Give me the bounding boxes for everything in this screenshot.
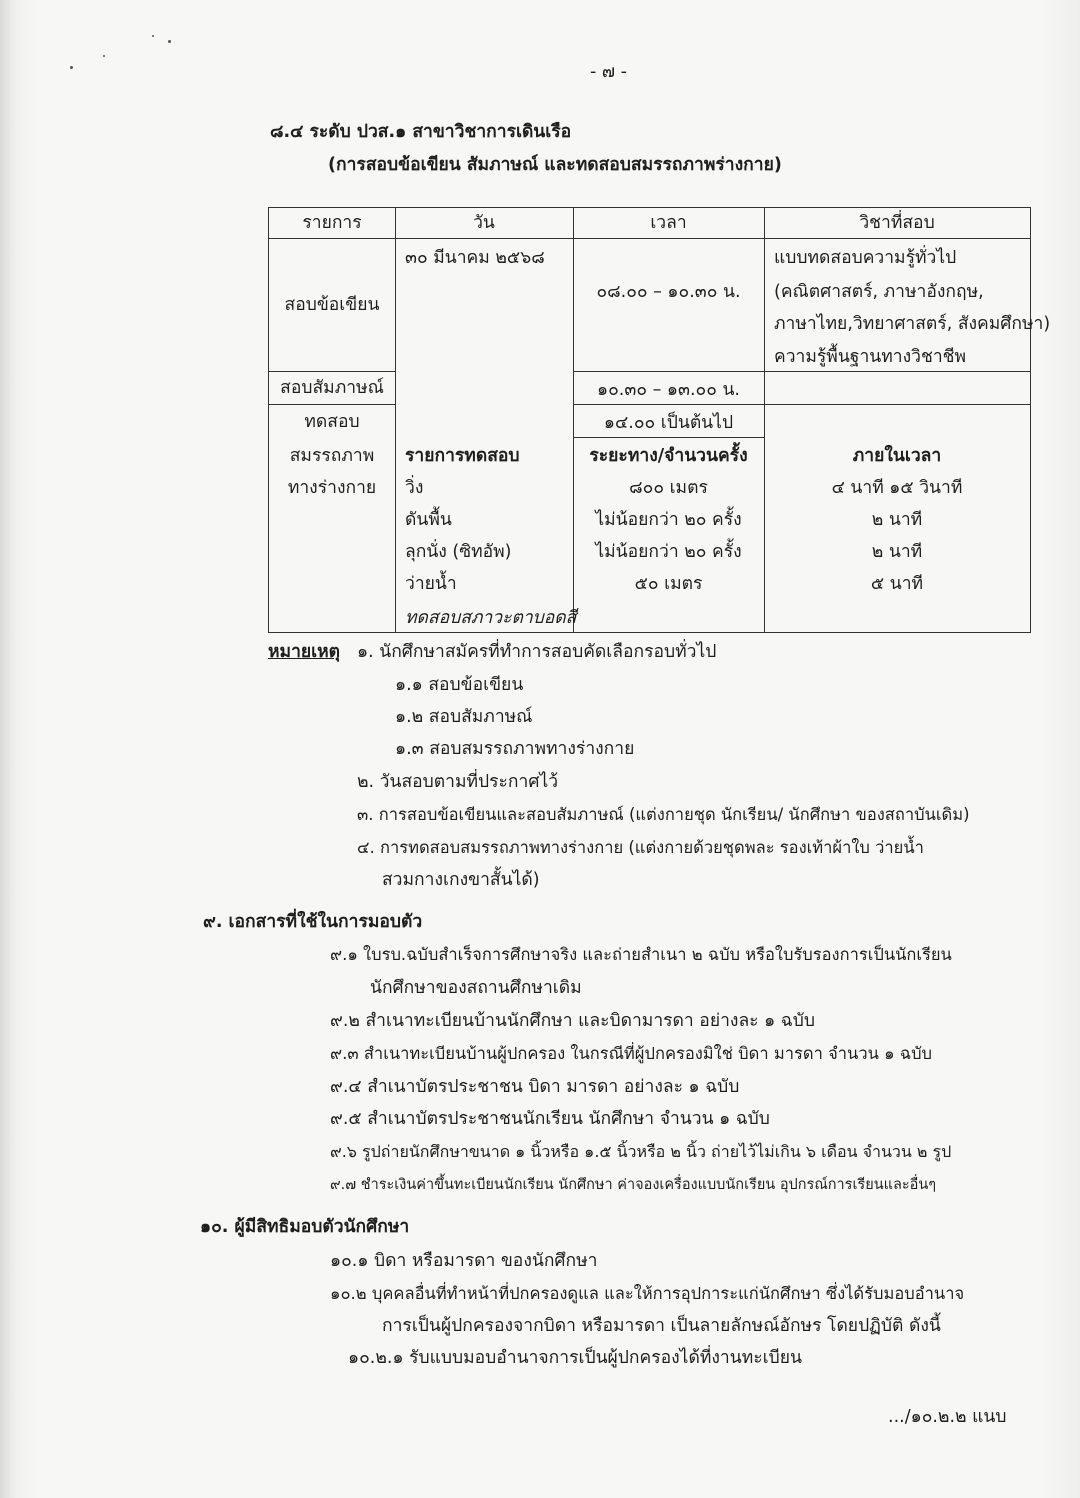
fitness-limit: ๕ นาที [870, 574, 924, 594]
fitness-label-line: ทางร่างกาย [287, 478, 377, 498]
written-subject-line: แบบทดสอบความรู้ทั่วไป [774, 248, 957, 268]
section-9-item: ๙.๔ สำเนาบัตรประชาชน บิดา มารดา อย่างละ ๑ ฉบับ [330, 1077, 740, 1097]
written-exam-label: สอบข้อเขียน [284, 295, 380, 315]
scan-speck [152, 35, 154, 37]
section-9-item: นักศึกษาของสถานศึกษาเดิม [370, 978, 582, 998]
section-8-4-subtitle: (การสอบข้อเขียน สัมภาษณ์ และทดสอบสมรรถภาพร่างกาย) [328, 155, 782, 175]
section-9-item: ๙.๕ สำเนาบัตรประชาชนนักเรียน นักศึกษา จำนวน ๑ ฉบับ [330, 1109, 770, 1129]
interview-label: สอบสัมภาษณ์ [280, 378, 384, 398]
fitness-col-distance-header: ระยะทาง/จำนวนครั้ง [589, 446, 748, 466]
written-exam-time: ๐๘.๐๐ – ๑๐.๓๐ น. [596, 282, 741, 302]
fitness-distance: ไม่น้อยกว่า ๒๐ ครั้ง [595, 510, 742, 530]
fitness-col-time-header: ภายในเวลา [852, 446, 942, 466]
header-item: รายการ [302, 213, 362, 233]
fitness-time: ๑๔.๐๐ เป็นต้นไป [603, 413, 734, 433]
scan-speck [103, 55, 105, 57]
fitness-limit: ๔ นาที ๑๕ วินาที [831, 478, 963, 498]
section-9-item: ๙.๗ ชำระเงินค่าขึ้นทะเบียนนักเรียน นักศึกษา ค่าจองเครื่องแบบนักเรียน อุปกรณ์การเรียนและอื่นๆ [330, 1177, 937, 1193]
note-item: ๑.๓ สอบสมรรถภาพทางร่างกาย [395, 739, 635, 759]
fitness-limit: ๒ นาที [871, 542, 923, 562]
header-date: วัน [473, 213, 495, 233]
fitness-limit: ๒ นาที [871, 510, 923, 530]
fitness-label-line: ทดสอบ [304, 412, 360, 432]
section-10-item: ๑๐.๑ บิดา หรือมารดา ของนักศึกษา [330, 1251, 598, 1271]
note-item: สวมกางเกงขาสั้นได้) [382, 870, 540, 890]
section-10-title: ๑๐. ผู้มีสิทธิมอบตัวนักศึกษา [200, 1217, 410, 1237]
section-10-item: ๑๐.๒ บุคคลอื่นที่ทำหน้าที่ปกครองดูแล และให้การอุปการะแก่นักศึกษา ซึ่งได้รับมอบอำนาจ [330, 1284, 965, 1303]
section-10-item: ๑๐.๒.๑ รับแบบมอบอำนาจการเป็นผู้ปกครองได้ที่งานทะเบียน [348, 1348, 802, 1368]
page-number: - ๗ - [590, 62, 627, 82]
fitness-distance: ๘๐๐ เมตร [629, 478, 708, 498]
scan-speck [168, 40, 171, 43]
header-subject: วิชาที่สอบ [859, 213, 935, 233]
exam-schedule-table [268, 207, 1051, 633]
fitness-item: วิ่ง [405, 478, 424, 498]
written-subject-line: ภาษาไทย,วิทยาศาสตร์, สังคมศึกษา) [774, 314, 1051, 334]
fitness-item: ลุกนั่ง (ซิทอัพ) [405, 542, 512, 562]
scan-speck [70, 66, 73, 69]
interview-time: ๑๐.๓๐ – ๑๓.๐๐ น. [597, 380, 740, 400]
continuation-note: .../๑๐.๒.๒ แนบ [888, 1407, 1007, 1427]
fitness-item: ว่ายน้ำ [405, 574, 457, 594]
section-9-title: ๙. เอกสารที่ใช้ในการมอบตัว [203, 912, 423, 932]
fitness-item: ทดสอบสภาวะตาบอดสี [405, 608, 577, 628]
section-10-item: การเป็นผู้ปกครองจากบิดา หรือมารดา เป็นลายลักษณ์อักษร โดยปฏิบัติ ดังนี้ [382, 1316, 941, 1336]
note-item: ๓. การสอบข้อเขียนและสอบสัมภาษณ์ (แต่งกายชุด นักเรียน/ นักศึกษา ของสถาบันเดิม) [357, 805, 970, 824]
note-item: ๑.๒ สอบสัมภาษณ์ [395, 707, 533, 727]
section-9-item: ๙.๓ สำเนาทะเบียนบ้านผู้ปกครอง ในกรณีที่ผู้ปกครองมิใช่ บิดา มารดา จำนวน ๑ ฉบับ [330, 1044, 933, 1063]
header-time: เวลา [650, 213, 687, 233]
notes-label: หมายเหตุ [268, 642, 341, 662]
note-item: ๔. การทดสอบสมรรถภาพทางร่างกาย (แต่งกายด้วยชุดพละ รองเท้าผ้าใบ ว่ายน้ำ [357, 838, 924, 857]
written-subject-line: (คณิตศาสตร์, ภาษาอังกฤษ, [774, 282, 984, 302]
note-item: ๑.๑ สอบข้อเขียน [395, 675, 524, 695]
section-9-item: ๙.๖ รูปถ่ายนักศึกษาขนาด ๑ นิ้วหรือ ๑.๕ นิ้วหรือ ๒ นิ้ว ถ่ายไว้ไม่เกิน ๖ เดือน จำนวน ๒ รูป [330, 1142, 952, 1161]
section-8-4-title: ๘.๔ ระดับ ปวส.๑ สาขาวิชาการเดินเรือ [270, 122, 572, 142]
written-subject-line: ความรู้พื้นฐานทางวิชาชีพ [774, 347, 967, 367]
note-item: ๒. วันสอบตามที่ประกาศไว้ [357, 772, 559, 792]
written-exam-date: ๓๐ มีนาคม ๒๕๖๘ [405, 248, 545, 268]
fitness-distance: ๕๐ เมตร [634, 574, 703, 594]
section-9-item: ๙.๒ สำเนาทะเบียนบ้านนักศึกษา และบิดามารดา อย่างละ ๑ ฉบับ [330, 1011, 815, 1031]
fitness-label-line: สมรรถภาพ [289, 446, 375, 466]
fitness-item: ดันพื้น [405, 510, 452, 530]
note-item: ๑. นักศึกษาสมัครที่ทำการสอบคัดเลือกรอบทั่วไป [357, 642, 717, 662]
fitness-col-item-header: รายการทดสอบ [405, 446, 520, 466]
section-9-item: ๙.๑ ใบรบ.ฉบับสำเร็จการศึกษาจริง และถ่ายสำเนา ๒ ฉบับ หรือใบรับรองการเป็นนักเรียน [330, 945, 952, 964]
fitness-distance: ไม่น้อยกว่า ๒๐ ครั้ง [595, 542, 742, 562]
